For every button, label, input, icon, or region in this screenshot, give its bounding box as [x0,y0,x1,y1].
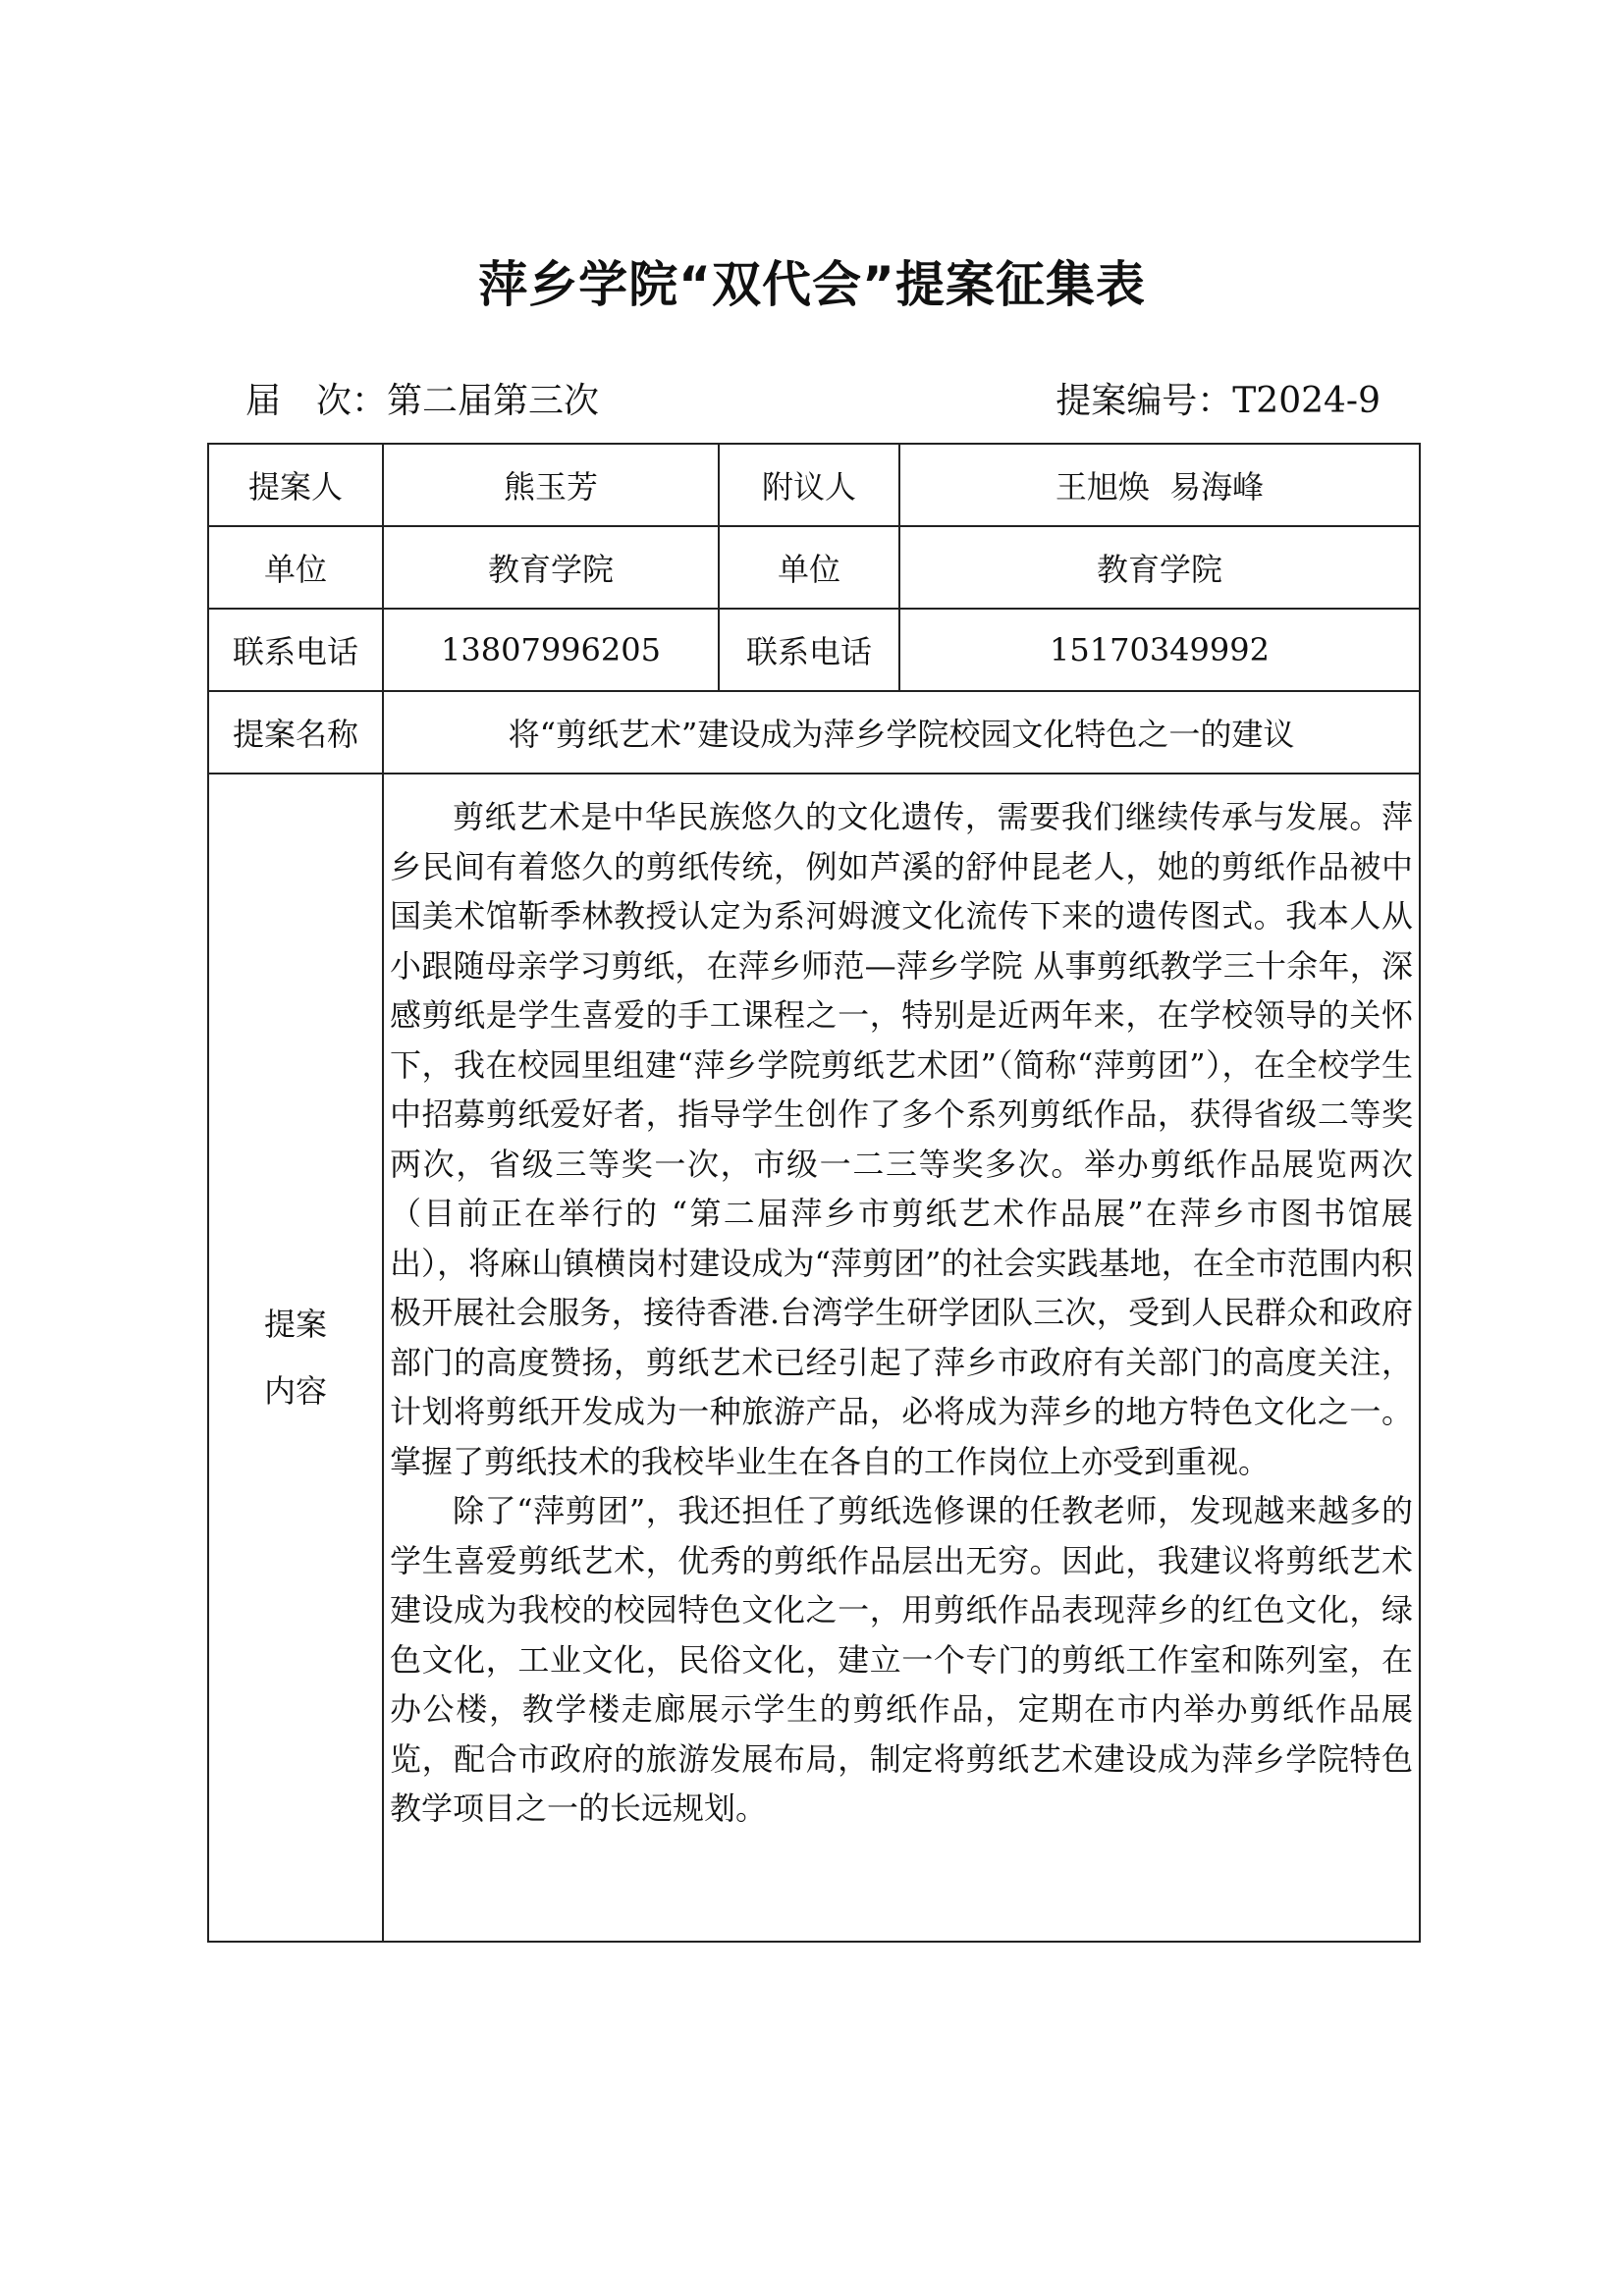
seconder-label: 附议人 [719,444,899,526]
content-paragraph: 剪纸艺术是中华民族悠久的文化遗传，需要我们继续传承与发展。萍乡民间有着悠久的剪纸传统，例如芦溪的舒仲昆老人，她的剪纸作品被中国美术馆靳季林教授认定为系河姆渡文化流传下来的遗传图式。我本人从小跟随母亲学习剪纸，在萍乡师范—萍乡学院 从事剪纸教学三十余年，深感剪纸是学生喜爱的手工课程之一，特别是近两年来，在学校领导的关怀下，我在校园里组建“萍乡学院剪纸艺术团”（简称“萍剪团”），在全校学生中招募剪纸爱好者，指导学生创作了多个系列剪纸作品，获得省级二等奖两次，省级三等奖一次，市级一二三等奖多次。举办剪纸作品展览两次（目前正在举行的 “第二届萍乡市剪纸艺术作品展”在萍乡市图书馆展出），将麻山镇横岗村建设成为“萍剪团”的社会实践基地，在全市范围内积极开展社会服务，接待香港.台湾学生研学团队三次，受到人民群众和政府部门的高度赞扬，剪纸艺术已经引起了萍乡市政府有关部门的高度关注，计划将剪纸开发成为一种旅游产品，必将成为萍乡的地方特色文化之一。掌握了剪纸技术的我校毕业生在各自的工作岗位上亦受到重视。 [390,798,1413,1480]
content-label-line2: 内容 [263,1372,327,1410]
content-paragraph: 除了“萍剪团”，我还担任了剪纸选修课的任教老师，发现越来越多的学生喜爱剪纸艺术，优秀的剪纸作品层出无穷。因此，我建议将剪纸艺术建设成为我校的校园特色文化之一，用剪纸作品表现萍乡的红色文化，绿色文化，工业文化，民俗文化，建立一个专门的剪纸工作室和陈列室，在办公楼，教学楼走廊展示学生的剪纸作品，定期在市内举办剪纸作品展览，配合市政府的旅游发展布局，制定将剪纸艺术建设成为萍乡学院特色教学项目之一的长远规划。 [390,1492,1413,1827]
phone-value-proposer: 13807996205 [383,609,719,691]
proposal-number-label: 提案编号： [1056,381,1233,421]
proposal-content-text [383,774,1420,1942]
unit-row [208,526,1420,609]
phone-value-seconder: 15170349992 [899,609,1420,691]
session-info [245,373,599,423]
proposal-name-value: 将“剪纸艺术”建设成为萍乡学院校园文化特色之一的建议 [383,691,1420,774]
proposal-number-value: T2024-9 [1232,381,1380,421]
proposal-form-table [207,443,1421,1943]
phone-row [208,609,1420,691]
proposal-name-label: 提案名称 [208,691,383,774]
unit-value-proposer: 教育学院 [383,526,719,609]
content-label-line1: 提案 [263,1306,327,1343]
proposal-content-row [208,774,1420,1942]
unit-label-proposer: 单位 [208,526,383,609]
unit-label-seconder: 单位 [719,526,899,609]
proposal-name-row [208,691,1420,774]
proposer-label: 提案人 [208,444,383,526]
session-label: 届 次： [245,381,388,421]
proposer-value: 熊玉芳 [383,444,719,526]
page-title: 萍乡学院“双代会”提案征集表 [478,256,1146,313]
seconder-value: 王旭焕 易海峰 [899,444,1420,526]
proposal-number-info [1056,373,1380,423]
phone-label-seconder: 联系电话 [719,609,899,691]
session-value: 第二届第三次 [387,381,600,421]
proposal-content-label [208,774,383,1942]
unit-value-seconder: 教育学院 [899,526,1420,609]
proposer-row [208,444,1420,526]
phone-label-proposer: 联系电话 [208,609,383,691]
